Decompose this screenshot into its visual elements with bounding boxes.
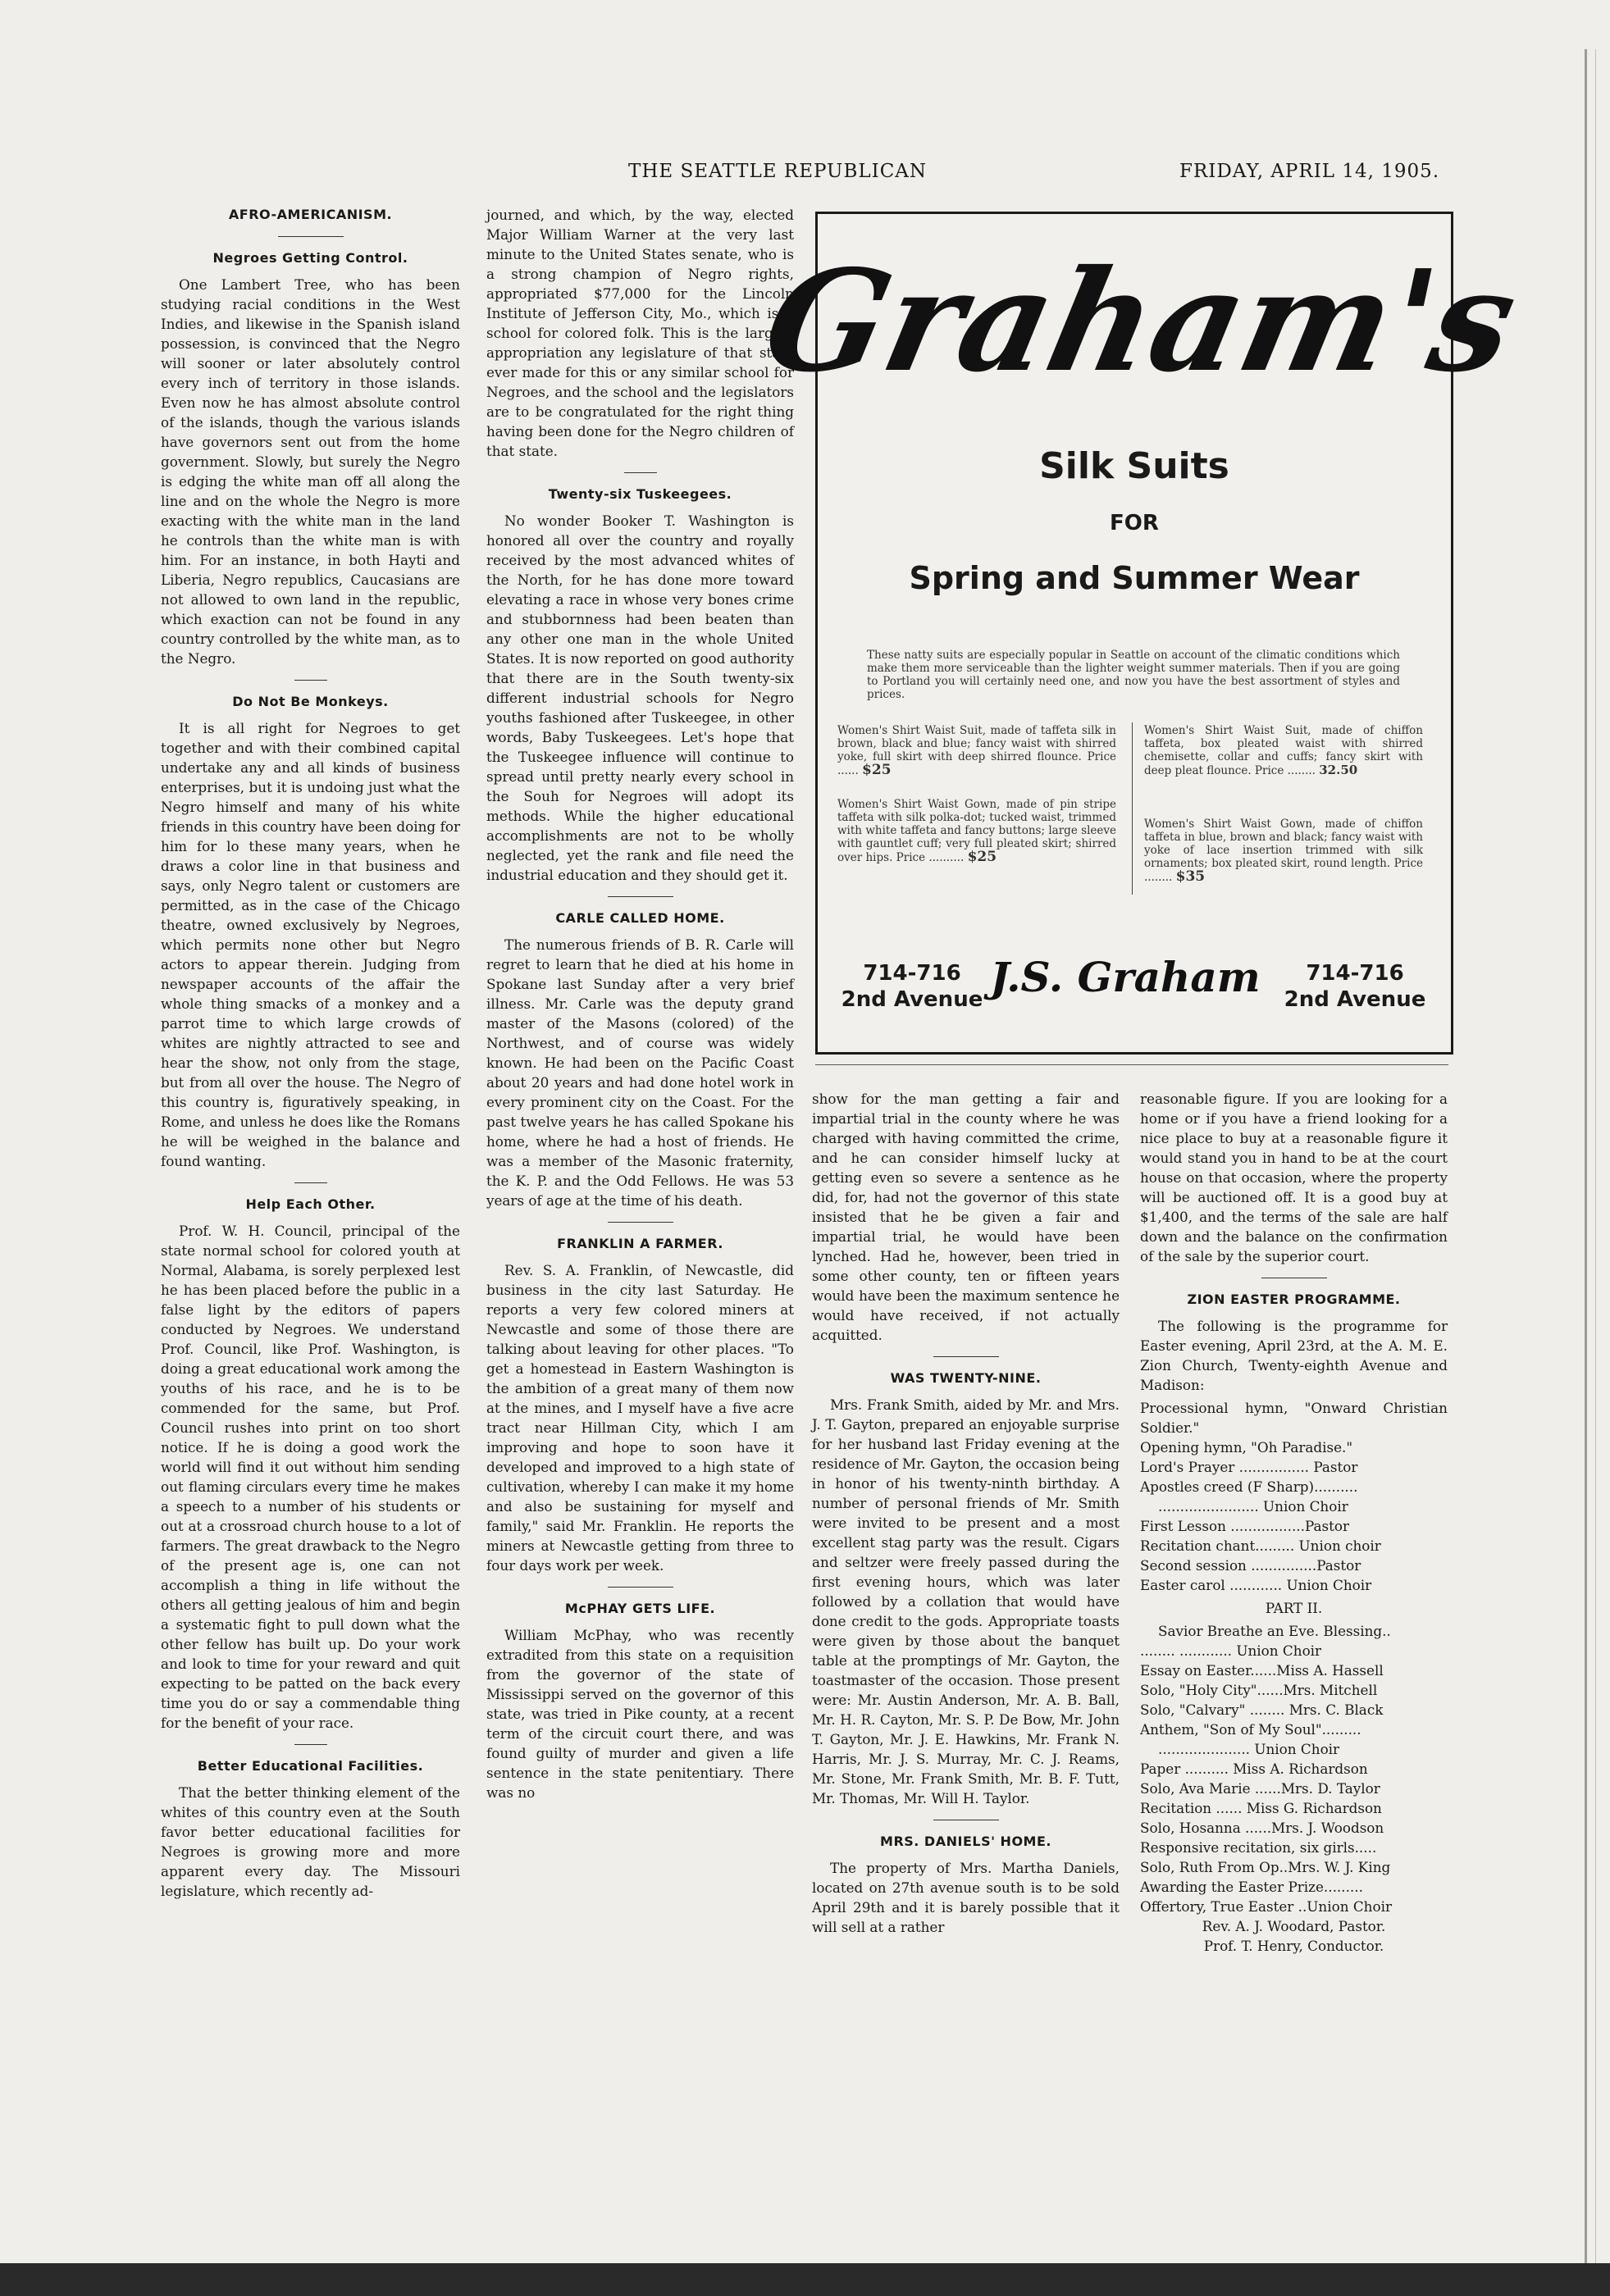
column-3	[812, 1089, 1120, 1940]
programme-item: Easter carol ............ Union Choir	[1140, 1577, 1372, 1593]
ad-item	[837, 724, 1116, 777]
paragraph: William McPhay, who was recently extradited from this state on a requisition from the governor of the state of Mississippi served on the governor of this state, was tried in Pike county, at a recent term of the circuit court there, and was found guilty of murder and given a life sentence in the state penitentiary. There was no	[486, 1627, 794, 1801]
address-street: 2nd Avenue	[841, 987, 983, 1012]
part-two-heading: PART II.	[1265, 1600, 1323, 1616]
column-4	[1140, 1089, 1448, 1956]
programme-item: Solo, Ava Marie ......Mrs. D. Taylor	[1140, 1780, 1380, 1797]
divider	[608, 896, 673, 897]
ad-tagline: Spring and Summer Wear	[909, 560, 1360, 596]
paragraph: That the better thinking element of the whites of this country even at the South favor better educational facilities for Negroes is growing more and more apparent every day. The Missouri legislature, which recently ad-	[161, 1784, 460, 1899]
ad-item-price: 32.50	[1319, 763, 1358, 777]
signature-text: J.S. Graham	[990, 953, 1261, 1001]
ad-subheadline: FOR	[1110, 511, 1159, 535]
headline: Better Educational Facilities.	[197, 1758, 424, 1774]
paragraph: reasonable figure. If you are looking for a home or if you have a friend looking for a nice place to buy at a reasonable figure it would stand you in hand to be at the court house on that occasion, where the property will be auctioned off. It is a good buy at $1,400, and the terms of the sale are half down and the balance on the confirmation of the sale by the superior court.	[1140, 1091, 1448, 1264]
divider	[294, 1182, 327, 1183]
programme-item: Recitation ...... Miss G. Richardson	[1140, 1800, 1382, 1816]
paragraph: The following is the programme for Easter evening, April 23rd, at the A. M. E. Zion Church, Twenty-eighth Avenue and Madison:	[1140, 1318, 1448, 1393]
masthead-date: FRIDAY, APRIL 14, 1905.	[1179, 161, 1440, 182]
ad-column-divider	[1132, 722, 1133, 895]
address-number: 714-716	[863, 961, 961, 986]
programme-item: Processional hymn, "Onward Christian Soldier."	[1140, 1400, 1448, 1436]
divider	[624, 472, 657, 473]
programme-item: ..................... Union Choir	[1158, 1741, 1340, 1757]
ad-item-price: $25	[967, 849, 997, 865]
ad-item-description: Women's Shirt Waist Suit, made of chiffon taffeta, box pleated waist with shirred chemisette, collar and cuffs; fancy skirt with deep pleat flounce. Price ........	[1144, 724, 1423, 777]
graham-signature	[990, 944, 1261, 1009]
logo-text: Graham's	[751, 239, 1530, 403]
programme-list-part-two	[1140, 1621, 1448, 1956]
headline: Negroes Getting Control.	[212, 250, 408, 266]
section-title: AFRO-AMERICANISM.	[228, 207, 393, 222]
programme-item: ....................... Union Choir	[1158, 1498, 1348, 1515]
headline: Twenty-six Tuskeegees.	[548, 486, 732, 502]
programme-item: Lord's Prayer ................ Pastor	[1140, 1459, 1358, 1475]
divider	[608, 1587, 673, 1588]
programme-item: Anthem, "Son of My Soul".........	[1140, 1721, 1361, 1738]
grahams-logo	[751, 239, 1530, 403]
ad-address-right	[1277, 960, 1433, 1013]
headline: MRS. DANIELS' HOME.	[880, 1834, 1051, 1849]
ad-item-description: Women's Shirt Waist Gown, made of pin stripe taffeta with silk polka-dot; tucked waist, trimmed with white taffeta and fancy buttons; large sleeve with gauntlet cuff; very full pleated skirt; shirred over hips. Price ..........	[837, 798, 1116, 864]
ad-item	[1144, 818, 1423, 884]
paragraph: Mrs. Frank Smith, aided by Mr. and Mrs. J. T. Gayton, prepared an enjoyable surprise for her husband last Friday evening at the residence of Mr. Gayton, the occasion being in honor of his twenty-ninth birthday. A number of personal friends of Mr. Smith were invited to be present and a most excellent stag party was the result. Cigars and seltzer were freely passed during the first evening hours, which was later followed by a collation that would have done credit to the gods. Appropriate toasts were given by those about the banquet table at the promptings of Mr. Gayton, the toastmaster of the occasion. Those present were: Mr. Austin Anderson, Mr. A. B. Ball, Mr. H. R. Cayton, Mr. S. P. De Bow, Mr. John T. Gayton, Mr. J. E. Hawkins, Mr. Frank N. Harris, Mr. J. S. Murray, Mr. C. J. Reams, Mr. Stone, Mr. Frank Smith, Mr. B. F. Tutt, Mr. Thomas, Mr. Will H. Taylor.	[812, 1396, 1120, 1806]
paragraph: Rev. S. A. Franklin, of Newcastle, did business in the city last Saturday. He reports a very few colored miners at Newcastle and some of those there are talking about leaving for other places. "To get a homestead in Eastern Washington is the ambition of a great many of them now at the mines, and I myself have a five acre tract near Hillman City, which I am improving and hope to soon have it developed and improved to a high state of cultivation, whereby I can make it my home and also be sustaining for myself and family," said Mr. Franklin. He reports the miners at Newcastle getting from three to four days work per week.	[486, 1262, 794, 1574]
divider	[608, 1222, 673, 1223]
pastor-signature: Rev. A. J. Woodard, Pastor.	[1202, 1918, 1386, 1934]
programme-item: Solo, Hosanna ......Mrs. J. Woodson	[1140, 1820, 1384, 1836]
divider	[294, 1744, 327, 1745]
address-street: 2nd Avenue	[1284, 987, 1426, 1012]
headline: CARLE CALLED HOME.	[555, 910, 725, 926]
paragraph: The numerous friends of B. R. Carle will regret to learn that he died at his home in Spokane last Sunday after a very brief illness. Mr. Carle was the deputy grand master of the Masons (colored) of the Northwest, and of course was widely known. He had been on the Pacific Coast about 20 years and had done hotel work in every prominent city on the Coast. For the past twelve years he has called Spokane his home, where he had a host of friends. He was a member of the Masonic fraternity, the K. P. and the Odd Fellows. He was 53 years of age at the time of his death.	[486, 936, 794, 1209]
divider	[294, 680, 327, 681]
column-2	[486, 205, 794, 1806]
programme-item: Opening hymn, "Oh Paradise."	[1140, 1439, 1353, 1456]
ad-item-description: Women's Shirt Waist Gown, made of chiffon taffeta in blue, brown and black; fancy waist with yoke of lace insertion trimmed with silk ornaments; box pleated skirt, round length. Price ........	[1144, 818, 1423, 884]
ad-bottom-rule	[815, 1064, 1448, 1065]
programme-item: Solo, "Holy City"......Mrs. Mitchell	[1140, 1682, 1378, 1698]
column-1	[161, 205, 460, 1904]
programme-item: Recitation chant......... Union choir	[1140, 1538, 1381, 1554]
programme-item: Solo, Ruth From Op..Mrs. W. J. King	[1140, 1859, 1391, 1875]
paragraph: No wonder Booker T. Washington is honored all over the country and royally received by the most advanced whites of the North, for he has done more toward elevating a race in whose very bones crime and stubbornness had been beaten than any other one man in the whole United States. It is now reported on good authority that there are in the South twenty-six different industrial schools for Negro youths fashioned after Tuskeegee, in other words, Baby Tuskeegees. Let's hope that the Tuskeegee influence will continue to spread until pretty nearly every school in the Souh for Negroes will adopt its methods. While the higher educational accomplishments are not to be wholly neglected, yet the rank and file need the industrial education and they should get it.	[486, 512, 794, 883]
ad-intro-text: These natty suits are especially popular in Seattle on account of the climatic conditions which make them more serviceable than the lighter weight summer materials. Then if you are going to Portland you will certainly need one, and now you have the best assortment of styles and prices.	[867, 649, 1400, 701]
masthead-title: THE SEATTLE REPUBLICAN	[628, 161, 928, 182]
headline: Help Each Other.	[245, 1196, 376, 1212]
programme-item: Offertory, True Easter ..Union Choir	[1140, 1898, 1392, 1915]
headline: ZION EASTER PROGRAMME.	[1187, 1292, 1401, 1307]
ad-item-description: Women's Shirt Waist Suit, made of taffeta silk in brown, black and blue; fancy waist with shirred yoke, full skirt with deep shirred flounce. Price ......	[837, 724, 1116, 777]
programme-item: Second session ...............Pastor	[1140, 1557, 1361, 1574]
ad-item	[837, 798, 1116, 864]
page-edge-line-inner	[1595, 49, 1596, 2263]
programme-item: Paper .......... Miss A. Richardson	[1140, 1761, 1368, 1777]
headline: WAS TWENTY-NINE.	[890, 1370, 1042, 1386]
headline: McPHAY GETS LIFE.	[564, 1601, 716, 1616]
divider	[278, 236, 344, 237]
programme-item: Awarding the Easter Prize.........	[1140, 1879, 1363, 1895]
ad-address-left	[834, 960, 990, 1013]
programme-item: First Lesson .................Pastor	[1140, 1518, 1349, 1534]
paragraph: Prof. W. H. Council, principal of the state normal school for colored youth at Normal, Alabama, is sorely perplexed lest he has been placed before the public in a false light by the editors of papers conducted by Negroes. We understand Prof. Council, like Prof. Washington, is doing a great educational work among the youths of his race, and he is to be commended for the same, but Prof. Council rushes into print on too short notice. If he is doing a good work the world will find it out without him sending out flaming circulars every time he makes a speech to a number of his students or out at a crossroad church house to a lot of farmers. The great drawback to the Negro of the present age is, one can not accomplish a thing in life without the others all getting jealous of him and begin a systematic fight to pull down what the other fellow has built up. Do your work and look to time for your reward and quit expecting to be patted on the back every time you do or say a commendable thing for the benefit of your race.	[161, 1223, 460, 1731]
programme-item: Savior Breathe an Eve. Blessing..	[1158, 1623, 1391, 1639]
paragraph: journed, and which, by the way, elected Major William Warner at the very last minute to the United States senate, who is a strong champion of Negro rights, appropriated $77,000 for the Lincoln Institute of Jefferson City, Mo., which is a school for colored folk. This is the largest appropriation any legislature of that state ever made for this or any similar school for Negroes, and the school and the legislators are to be congratulated for the right thing having been done for the Negro children of that state.	[486, 207, 794, 459]
address-number: 714-716	[1306, 961, 1404, 986]
headline: FRANKLIN A FARMER.	[557, 1236, 723, 1251]
ad-item-price: $35	[1175, 868, 1206, 885]
paragraph: The property of Mrs. Martha Daniels, located on 27th avenue south is to be sold April 29th and it is barely possible that it will sell at a rather	[812, 1860, 1120, 1935]
programme-item: Essay on Easter......Miss A. Hassell	[1140, 1662, 1384, 1679]
programme-list	[1140, 1398, 1448, 1595]
page-edge-line	[1585, 49, 1587, 2263]
divider	[933, 1356, 999, 1357]
programme-item: ........ ............ Union Choir	[1140, 1642, 1322, 1659]
paragraph: One Lambert Tree, who has been studying racial conditions in the West Indies, and likewise in the Spanish island possession, is convinced that the Negro will sooner or later absolutely control every inch of territory in those islands. Even now he has almost absolute control of the islands, though the various islands have governors sent out from the home government. Slowly, but surely the Negro is edging the white man off all along the line and on the whole the Negro is more exacting with the white man in the land he controls than the white man is with him. For an instance, in both Hayti and Liberia, Negro republics, Caucasians are not allowed to own land in the republic, which exaction can not be found in any country controlled by the white man, as to the Negro.	[161, 276, 460, 667]
grahams-advertisement	[751, 212, 1530, 1055]
ad-item-price: $25	[862, 762, 892, 778]
programme-item: Solo, "Calvary" ........ Mrs. C. Black	[1140, 1702, 1384, 1718]
programme-item: Responsive recitation, six girls.....	[1140, 1839, 1377, 1856]
headline: Do Not Be Monkeys.	[232, 694, 389, 709]
conductor-signature: Prof. T. Henry, Conductor.	[1203, 1938, 1384, 1954]
ad-item	[1144, 724, 1423, 777]
paragraph: It is all right for Negroes to get together and with their combined capital undertake any and all kinds of business enterprises, but it is undoing just what the Negro himself and many of his white friends in this country have been doing for him for lo these many years, when he draws a color line in that business and says, only Negro talent or customers are permitted, as in the case of the Chicago theatre, owned exclusively by Negroes, which permits none other but Negro actors to appear therein. Judging from newspaper accounts of the affair the whole thing smacks of a monkey and a parrot time to which large crowds of whites are nightly attracted to see and hear the show, not only from the stage, but from all over the house. The Negro of this country is, figuratively speaking, in Rome, and unless he does like the Romans he will be weighed in the balance and found wanting.	[161, 720, 460, 1169]
programme-item: Apostles creed (F Sharp)..........	[1140, 1478, 1358, 1495]
paragraph: show for the man getting a fair and impartial trial in the county where he was charged with having committed the crime, and he can consider himself lucky at getting even so severe a sentence as he did, for, had not the governor of this state insisted that he be given a fair and impartial trial, he would have been lynched. Had he, however, been tried in some other county, ten or fifteen years would have been the maximum sentence he would have received, if not actually acquitted.	[812, 1091, 1120, 1343]
ad-headline: Silk Suits	[1039, 445, 1229, 487]
